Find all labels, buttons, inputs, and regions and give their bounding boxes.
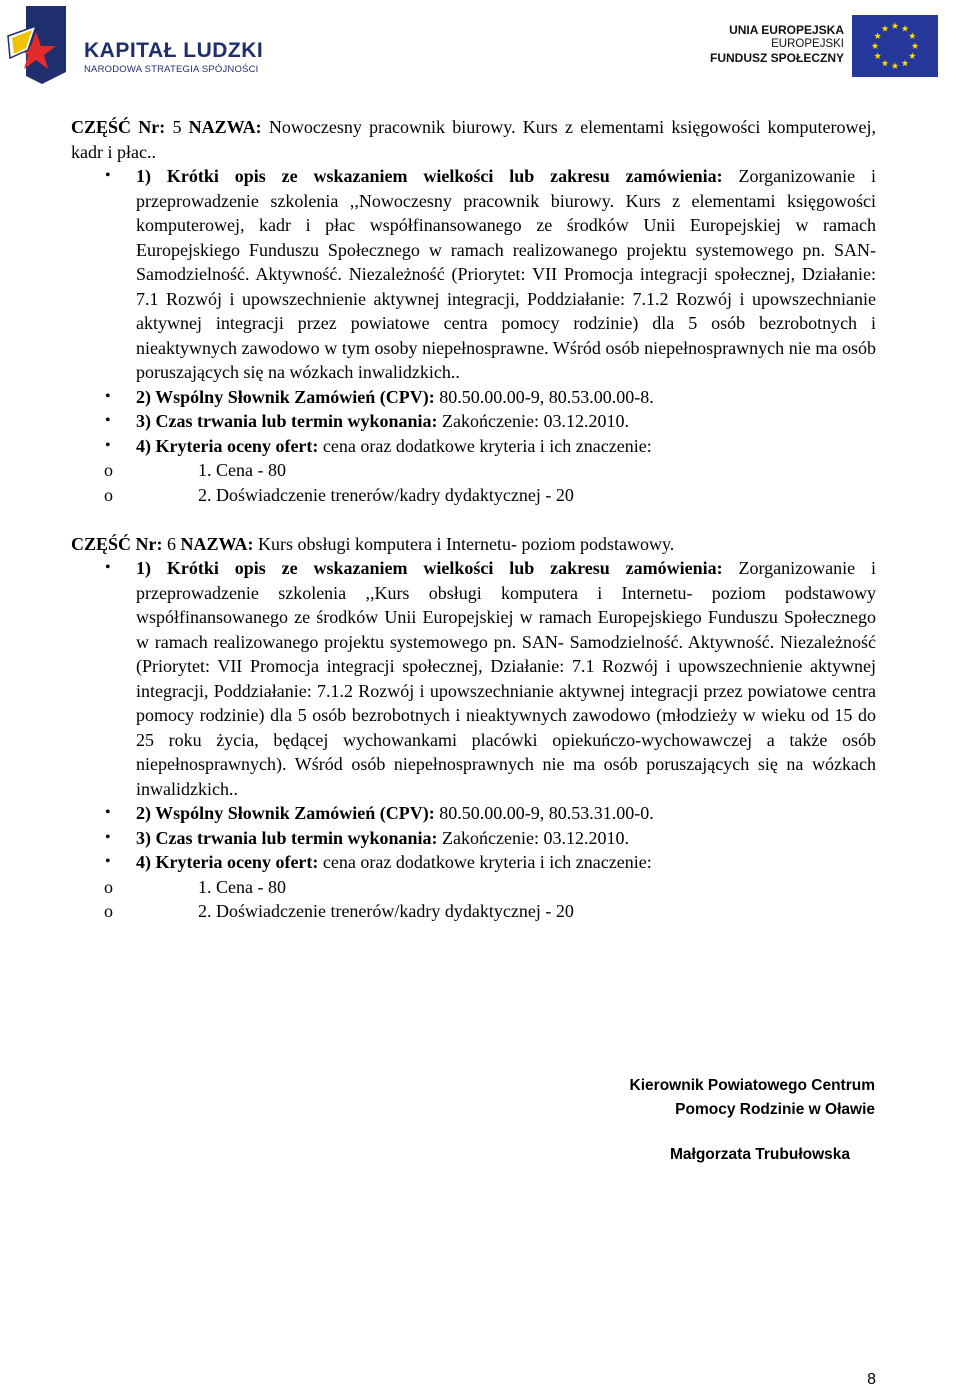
name-label: NAZWA: — [188, 117, 262, 137]
section-part-6 — [71, 532, 876, 924]
criteria-item: o 1. Cena - 80 — [71, 875, 876, 900]
list-item — [71, 801, 876, 826]
signature-title-line2: Pomocy Rodzinie w Oławie — [675, 1101, 875, 1118]
item-text: Zakończenie: 03.12.2010. — [442, 827, 629, 848]
criteria-list — [71, 875, 876, 924]
section-heading — [71, 115, 876, 164]
part-number: 6 — [167, 533, 177, 554]
item-label: 3) Czas trwania lub termin wykonania: — [136, 411, 438, 431]
page-number: 8 — [867, 1371, 876, 1388]
list-item — [71, 434, 876, 508]
kapital-ludzki-subtitle: NARODOWA STRATEGIA SPÓJNOŚCI — [84, 64, 259, 75]
eu-logo-line3: FUNDUSZ SPOŁECZNY — [709, 51, 844, 65]
item-text: Zorganizowanie i przeprowadzenie szkolenia ,,Kurs obsługi komputera i Internetu- poziom podstawowy współfinansowanego ze środków Unii Europejskiej w ramach Europejskiego Funduszu Społecznego w ramach realizowanego projektu systemowego pn. SAN- Samodzielność. Aktywność. Niezależność (Priorytet: VII Promocja integracji społecznej, Działanie: 7.1 Rozwój i upowszechnienie aktywnej integracji, Poddziałanie: 7.1.2 Rozwój i upowszechnianie aktywnej integracji przez powiatowe centra pomocy rodzinie) dla 5 osób bezrobotnych i nieaktywnych zawodowo (młodzieży w wieku od 15 do 25 roku życia, będącej wychowankami placówki opiekuńczo-wychowawczej a także osób niepełnosprawnych). Wśród osób niepełnosprawnych nie ma osób poruszających się na wózkach inwalidzkich.. — [136, 558, 877, 799]
part-label: CZĘŚĆ Nr: — [71, 533, 163, 554]
item-text: cena oraz dodatkowe kryteria i ich znaczenie: — [322, 852, 652, 872]
list-item — [71, 385, 876, 410]
item-label: 4) Kryteria oceny ofert: — [136, 435, 319, 456]
section-items — [71, 556, 876, 924]
name-label: NAZWA: — [180, 533, 254, 554]
list-item — [71, 409, 876, 434]
item-label: 4) Kryteria oceny ofert: — [136, 852, 319, 872]
item-text: 80.50.00.00-9, 80.53.00.00-8. — [439, 386, 654, 407]
item-label: 1) Krótki opis ze wskazaniem wielkości lub zakresu zamówienia: — [136, 166, 723, 186]
criteria-list — [71, 458, 876, 507]
criteria-item: o 1. Cena - 80 — [71, 458, 876, 483]
eu-logo-line2: EUROPEJSKI — [771, 38, 844, 50]
section-part-5 — [71, 115, 876, 507]
signature-title-line1: Kierownik Powiatowego Centrum — [629, 1077, 875, 1094]
criteria-item: o 2. Doświadczenie trenerów/kadry dydaktycznej - 20 — [71, 483, 876, 508]
criteria-item: o 2. Doświadczenie trenerów/kadry dydaktycznej - 20 — [71, 899, 876, 924]
item-label: 3) Czas trwania lub termin wykonania: — [136, 827, 438, 848]
list-item — [71, 826, 876, 851]
list-item — [71, 164, 876, 385]
list-item — [71, 850, 876, 924]
kapital-ludzki-title: KAPITAŁ LUDZKI — [84, 39, 264, 62]
item-text: 80.50.00.00-9, 80.53.31.00-0. — [439, 803, 654, 823]
eu-logo — [710, 15, 938, 77]
signature-block — [630, 1074, 875, 1122]
section-items — [71, 164, 876, 507]
item-label: 2) Wspólny Słownik Zamówień (CPV): — [136, 803, 435, 823]
document-body — [71, 115, 876, 948]
signature-name: Małgorzata Trubułowska — [670, 1146, 851, 1163]
kapital-ludzki-star-icon — [6, 6, 68, 84]
item-label: 2) Wspólny Słownik Zamówień (CPV): — [136, 386, 435, 407]
item-text: Zakończenie: 03.12.2010. — [442, 411, 629, 431]
kapital-ludzki-logo — [6, 6, 296, 86]
eu-flag-icon — [852, 15, 938, 77]
part-name: Nowoczesny pracownik biurowy. Kurs z elementami księgowości komputerowej, kadr i płac.. — [71, 117, 877, 162]
part-label: CZĘŚĆ Nr: — [71, 117, 166, 137]
list-item — [71, 556, 876, 801]
item-text: cena oraz dodatkowe kryteria i ich znaczenie: — [322, 435, 652, 456]
item-label: 1) Krótki opis ze wskazaniem wielkości lub zakresu zamówienia: — [136, 558, 723, 578]
eu-logo-line1: UNIA EUROPEJSKA — [729, 23, 844, 37]
eu-logo-text — [710, 23, 844, 65]
part-number: 5 — [172, 117, 182, 137]
item-text: Zorganizowanie i przeprowadzenie szkolenia ,,Nowoczesny pracownik biurowy. Kurs z elementami księgowości komputerowej, kadr i płac współfinansowanego ze środków Unii Europejskiej w ramach Europejskiego Funduszu Społecznego w ramach realizowanego projektu systemowego pn. SAN- Samodzielność. Aktywność. Niezależność (Priorytet: VII Promocja integracji społecznej, Działanie: 7.1 Rozwój i upowszechnienie aktywnej integracji, Poddziałanie: 7.1.2 Rozwój i upowszechnianie aktywnej integracji przez powiatowe centra pomocy rodzinie) dla 5 osób bezrobotnych i nieaktywnych zawodowo w tym osoby niepełnosprawne. Wśród osób niepełnosprawnych nie ma osób poruszających się na wózkach inwalidzkich.. — [136, 166, 877, 382]
section-heading — [71, 532, 876, 557]
part-name: Kurs obsługi komputera i Internetu- poziom podstawowy. — [258, 533, 675, 554]
